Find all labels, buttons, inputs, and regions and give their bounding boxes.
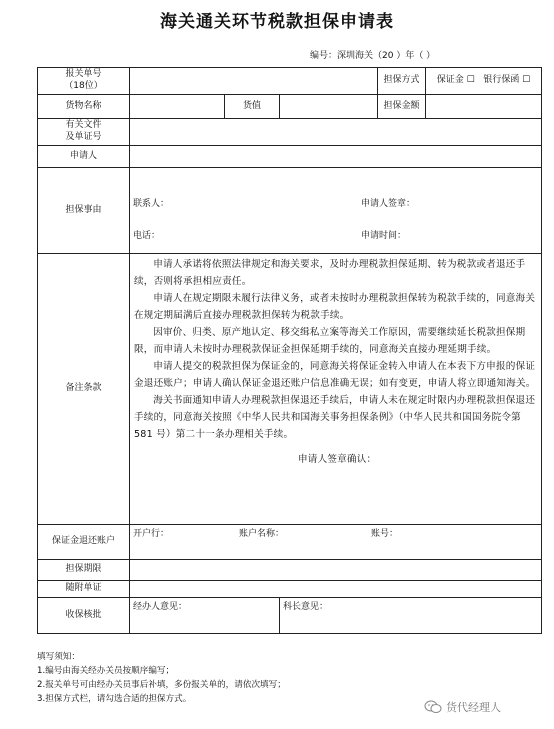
chief-opinion-field[interactable] (280, 598, 542, 634)
chief-opinion-label: 科长意见： (283, 602, 329, 612)
review-label: 收保核批 (38, 598, 130, 634)
account-no-label: 账号： (371, 529, 399, 539)
declaration-no-label: 报关单号 （18位） (38, 68, 130, 95)
applicant-label: 申请人 (38, 146, 130, 168)
watermark-text: 货代经理人 (446, 701, 501, 714)
row-refund-account (38, 525, 542, 560)
apply-time-label: 申请时间： (361, 231, 407, 241)
term-4: 申请人提交的税款担保为保证金的，同意海关将保证金转入申请人在本表下方申报的保证金退还账户；申请人确认保证金退还账户信息准确无误；如有变更，申请人将立即通知海关。 (134, 361, 536, 389)
goods-value-field[interactable] (280, 95, 378, 119)
remarks-terms (130, 254, 542, 525)
wechat-icon (424, 700, 442, 714)
refund-account-field[interactable] (130, 525, 542, 560)
serial-number: 编号：深圳海关（20 ）年（ ） (310, 51, 436, 61)
row-matter (38, 168, 542, 254)
bank-letter-checkbox[interactable]: 银行保函 ☐ (483, 75, 531, 86)
row-declaration (38, 68, 542, 95)
matter-label: 担保事由 (38, 168, 130, 254)
application-form-table (37, 67, 542, 634)
row-remarks (38, 254, 542, 525)
handler-opinion-label: 经办人意见： (133, 602, 188, 612)
applicant-sign-label: 申请人签章： (361, 199, 416, 209)
period-label: 担保期限 (38, 560, 130, 581)
note-item-3: 3.担保方式栏，请勾选合适的担保方式。 (37, 694, 192, 704)
account-name-label: 账户名称： (239, 529, 285, 539)
documents-field[interactable] (130, 119, 542, 146)
goods-value-label: 货值 (225, 95, 280, 119)
row-attached-docs (38, 581, 542, 598)
note-item-2: 2.报关单号可由经办关员事后补填，多份报关单的，请依次填写； (37, 680, 286, 690)
row-goods (38, 95, 542, 119)
documents-label: 有关文件 及单证号 (38, 119, 130, 146)
applicant-field[interactable] (130, 146, 542, 168)
handler-opinion-field[interactable] (130, 598, 280, 634)
term-3: 因审价、归类、原产地认定、移交缉私立案等海关工作原因，需要继续延长税款担保期限，而申请人未按时办理税款保证金担保延期手续的，同意海关直接办理延期手续。 (134, 327, 526, 355)
matter-field[interactable] (130, 168, 542, 254)
period-field[interactable] (130, 560, 542, 581)
attached-docs-field[interactable] (130, 581, 542, 598)
row-documents (38, 119, 542, 146)
guarantee-method-options[interactable] (426, 68, 542, 95)
bank-label: 开户行： (133, 529, 170, 539)
contact-label: 联系人： (133, 199, 170, 209)
declaration-no-field[interactable] (130, 68, 378, 95)
page-title: 海关通关环节税款担保申请表 (160, 12, 394, 32)
term-1: 申请人承诺将依照法律规定和海关要求，及时办理税款担保延期、转为税款或者退还手续，否则将承担相应责任。 (134, 259, 526, 287)
deposit-checkbox[interactable]: 保证金 ☐ (436, 75, 475, 86)
guarantee-method-label: 担保方式 (378, 68, 426, 95)
goods-name-field[interactable] (130, 95, 225, 119)
remarks-label: 备注条款 (38, 254, 130, 525)
refund-account-label: 保证金退还账户 (38, 525, 130, 560)
row-period (38, 560, 542, 581)
applicant-confirm: 申请人签章确认： (298, 454, 377, 465)
row-applicant (38, 146, 542, 168)
guarantee-amount-field[interactable] (426, 95, 542, 119)
phone-label: 电话： (133, 231, 161, 241)
notes-heading: 填写须知： (37, 652, 80, 662)
watermark (424, 699, 501, 715)
filling-notes (37, 650, 286, 706)
attached-docs-label: 随附单证 (38, 581, 130, 598)
goods-name-label: 货物名称 (38, 95, 130, 119)
guarantee-amount-label: 担保金额 (378, 95, 426, 119)
note-item-1: 1.编号由海关经办关员按顺序编写； (37, 666, 175, 676)
row-review (38, 598, 542, 634)
term-2: 申请人在规定期限未履行法律义务，或者未按时办理税款担保转为税款手续的，同意海关在规定期届满后直接办理税款担保转为税款手续。 (134, 293, 536, 321)
term-5: 海关书面通知申请人办理税款担保退还手续后，申请人未在规定时限内办理税款担保退还手续的，同意海关按照《中华人民共和国海关事务担保条例》（中华人民共和国国务院令第 581 号）第二十一条办理相关手续。 (134, 395, 536, 440)
